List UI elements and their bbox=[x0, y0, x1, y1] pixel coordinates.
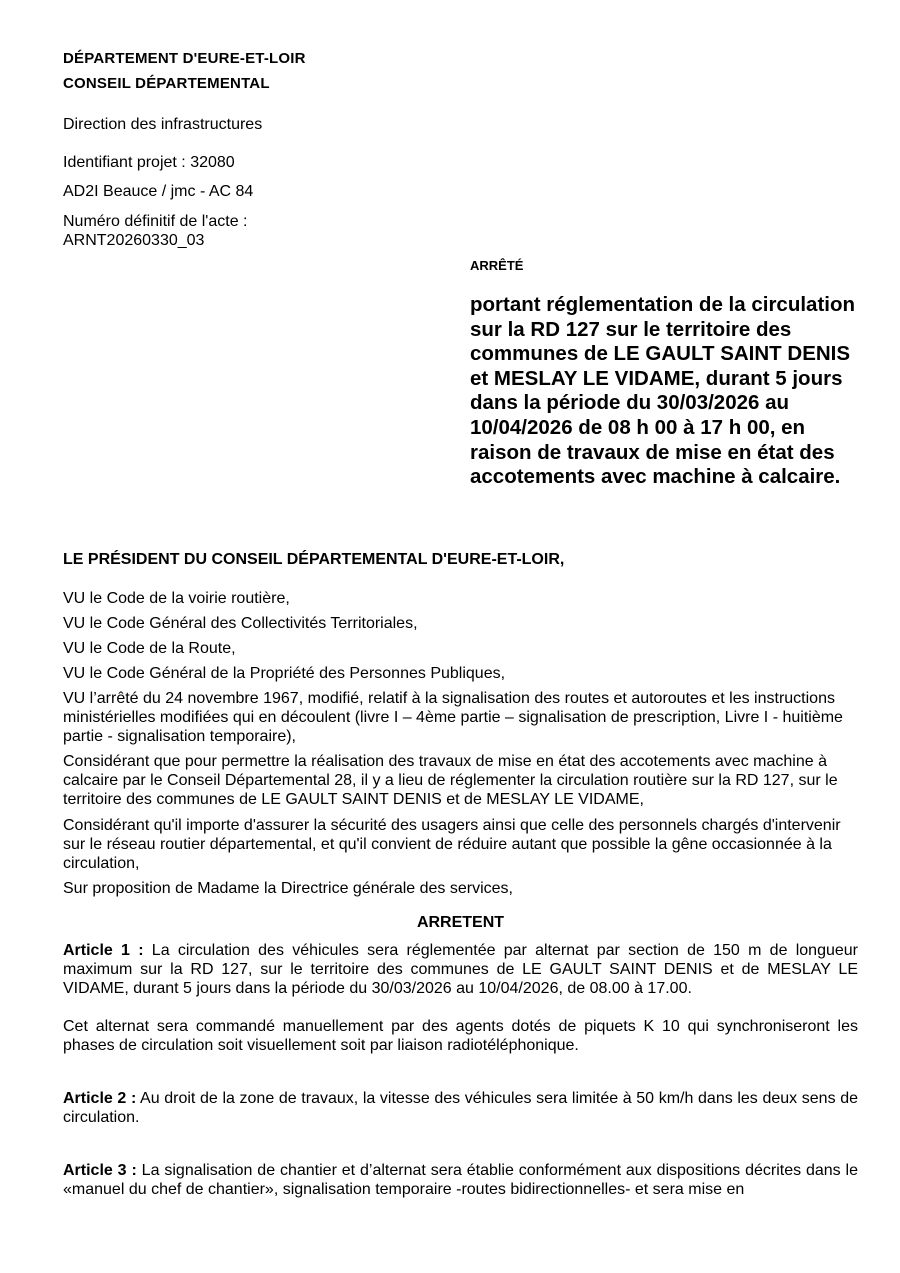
article-1-extra: Cet alternat sera commandé manuellement par des agents dotés de piquets K 10 qui synchroniseront les phases de circulation soit visuellement soit par liaison radiotéléphonique. bbox=[63, 1018, 858, 1054]
arrete-label: ARRÊTÉ bbox=[470, 258, 524, 273]
article-label: Article 1 : bbox=[63, 942, 144, 959]
arretent-heading: ARRETENT bbox=[416, 914, 505, 931]
visa-item: VU le Code Général des Collectivités Territoriales, bbox=[63, 615, 418, 632]
article-1 bbox=[63, 942, 858, 998]
article-label: Article 2 : bbox=[63, 1090, 137, 1107]
visa-item: Considérant que pour permettre la réalisation des travaux de mise en état des accotements avec machine à calcaire par le Conseil Départemental 28, il y a lieu de réglementer la circulation routière sur la RD 127, sur le territoire des communes de LE GAULT SAINT DENIS et de MESLAY LE VIDAME, bbox=[63, 753, 838, 808]
project-id: Identifiant projet : 32080 bbox=[63, 154, 235, 171]
article-text: La signalisation de chantier et d’alternat sera établie conformément aux dispositions décrites dans le «manuel du chef de chantier», signalisation temporaire -routes bidirectionnelles- et sera mise en bbox=[63, 1162, 858, 1198]
arrete-title: portant réglementation de la circulation sur la RD 127 sur le territoire des communes de LE GAULT SAINT DENIS et MESLAY LE VIDAME, durant 5 jours dans la période du 30/03/2026 au 10/04/2026 de 08 h 00 à 17 h 00, en raison de travaux de mise en état des accotements avec machine à calcaire. bbox=[470, 293, 856, 489]
act-number: ARNT20260330_03 bbox=[63, 232, 205, 249]
visa-item: Sur proposition de Madame la Directrice générale des services, bbox=[63, 880, 513, 897]
direction-label: Direction des infrastructures bbox=[63, 116, 263, 133]
act-number-label: Numéro définitif de l'acte : bbox=[63, 213, 248, 230]
article-3 bbox=[63, 1162, 858, 1200]
visa-item: Considérant qu'il importe d'assurer la sécurité des usagers ainsi que celle des personnels chargés d'intervenir sur le réseau routier départemental, et qu'il convient de réduire autant que possible la gêne occasionnée à la circulation, bbox=[63, 817, 841, 872]
visa-item: VU le Code de la voirie routière, bbox=[63, 590, 290, 607]
visa-item: VU le Code Général de la Propriété des Personnes Publiques, bbox=[63, 665, 506, 682]
council-heading: CONSEIL DÉPARTEMENTAL bbox=[63, 75, 270, 92]
visa-item: VU l’arrêté du 24 novembre 1967, modifié, relatif à la signalisation des routes et autoroutes et les instructions ministérielles modifiées qui en découlent (livre I – 4ème partie – signalisation de prescription, Livre I - huitième partie - signalisation temporaire), bbox=[63, 690, 843, 745]
reference: AD2I Beauce / jmc - AC 84 bbox=[63, 183, 254, 200]
president-heading: LE PRÉSIDENT DU CONSEIL DÉPARTEMENTAL D'EURE-ET-LOIR, bbox=[63, 551, 565, 568]
article-label: Article 3 : bbox=[63, 1162, 137, 1179]
visa-item: VU le Code de la Route, bbox=[63, 640, 236, 657]
article-text: La circulation des véhicules sera réglementée par alternat par section de 150 m de longueur maximum sur la RD 127, sur le territoire des communes de LE GAULT SAINT DENIS et de MESLAY LE VIDAME, durant 5 jours dans la période du 30/03/2026 au 10/04/2026, de 08.00 à 17.00. bbox=[63, 942, 859, 997]
article-text: Au droit de la zone de travaux, la vitesse des véhicules sera limitée à 50 km/h dans les deux sens de circulation. bbox=[63, 1090, 858, 1126]
department-heading: DÉPARTEMENT D'EURE-ET-LOIR bbox=[63, 50, 306, 67]
article-2 bbox=[63, 1090, 858, 1128]
